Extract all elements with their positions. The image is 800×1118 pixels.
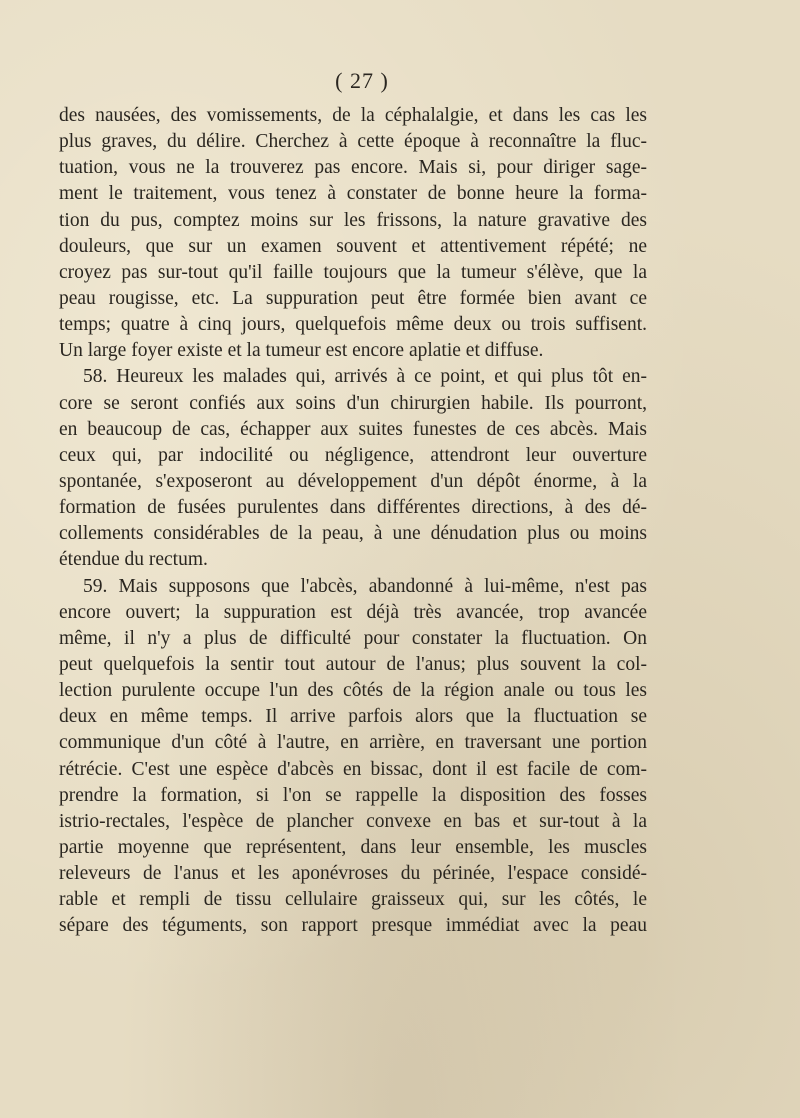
text-line: ment le traitement, vous tenez à constater de bonne heure la forma-: [59, 183, 647, 205]
text-line: sépare des téguments, son rapport presque immédiat avec la peau: [59, 915, 647, 937]
page-number: ( 27 ): [335, 68, 389, 93]
text-line: tuation, vous ne la trouverez pas encore. Mais si, pour diriger sage-: [59, 157, 647, 179]
text-line: core se seront confiés aux soins d'un chirurgien habile. Ils pourront,: [59, 392, 647, 414]
text-line: partie moyenne que représentent, dans leur ensemble, les muscles: [59, 836, 647, 858]
paragraph-58-start: 58. Heureux les malades qui, arrivés à ce point, et qui plus tôt en-: [83, 366, 647, 388]
paragraph-59-start: 59. Mais supposons que l'abcès, abandonné à lui-même, n'est pas: [83, 575, 647, 597]
text-line: encore ouvert; la suppuration est déjà très avancée, trop avancée: [59, 601, 647, 623]
text-line: prendre la formation, si l'on se rappelle la disposition des fosses: [59, 784, 647, 806]
text-line: étendue du rectum.: [59, 549, 208, 571]
text-line: Un large foyer existe et la tumeur est encore aplatie et diffuse.: [59, 340, 544, 362]
text-line: spontanée, s'exposeront au développement d'un dépôt énorme, à la: [59, 470, 647, 492]
text-line: des nausées, des vomissements, de la céphalalgie, et dans les cas les: [59, 105, 647, 126]
text-line: collements considérables de la peau, à une dénudation plus ou moins: [59, 523, 647, 545]
text-line: formation de fusées purulentes dans différentes directions, à des dé-: [59, 497, 647, 519]
text-line: peau rougisse, etc. La suppuration peut être formée bien avant ce: [59, 287, 647, 309]
text-line: communique d'un côté à l'autre, en arrière, en traversant une portion: [59, 732, 647, 754]
text-line: deux en même temps. Il arrive parfois alors que la fluctuation se: [59, 706, 647, 728]
text-line: rable et rempli de tissu cellulaire graisseux qui, sur les côtés, le: [59, 889, 647, 911]
text-line: même, il n'y a plus de difficulté pour constater la fluctuation. On: [59, 627, 647, 649]
text-line: ceux qui, par indocilité ou négligence, attendront leur ouverture: [59, 444, 647, 466]
text-line: en beaucoup de cas, échapper aux suites funestes de ces abcès. Mais: [59, 418, 647, 440]
text-line: lection purulente occupe l'un des côtés de la région anale ou tous les: [59, 680, 647, 702]
text-line: croyez pas sur-tout qu'il faille toujours que la tumeur s'élève, que la: [59, 261, 647, 283]
text-line: douleurs, que sur un examen souvent et attentivement répété; ne: [59, 235, 647, 257]
text-line: istrio-rectales, l'espèce de plancher convexe en bas et sur-tout à la: [59, 810, 647, 832]
text-line: tion du pus, comptez moins sur les frissons, la nature gravative des: [59, 209, 647, 231]
body-text: [59, 103, 647, 940]
text-line: releveurs de l'anus et les aponévroses du périnée, l'espace considé-: [59, 863, 647, 885]
text-line: temps; quatre à cinq jours, quelquefois même deux ou trois suffisent.: [59, 314, 647, 336]
text-line: plus graves, du délire. Cherchez à cette époque à reconnaître la fluc-: [59, 131, 647, 153]
text-line: rétrécie. C'est une espèce d'abcès en bissac, dont il est facile de com-: [59, 758, 647, 780]
text-line: peut quelquefois la sentir tout autour de l'anus; plus souvent la col-: [59, 653, 647, 675]
